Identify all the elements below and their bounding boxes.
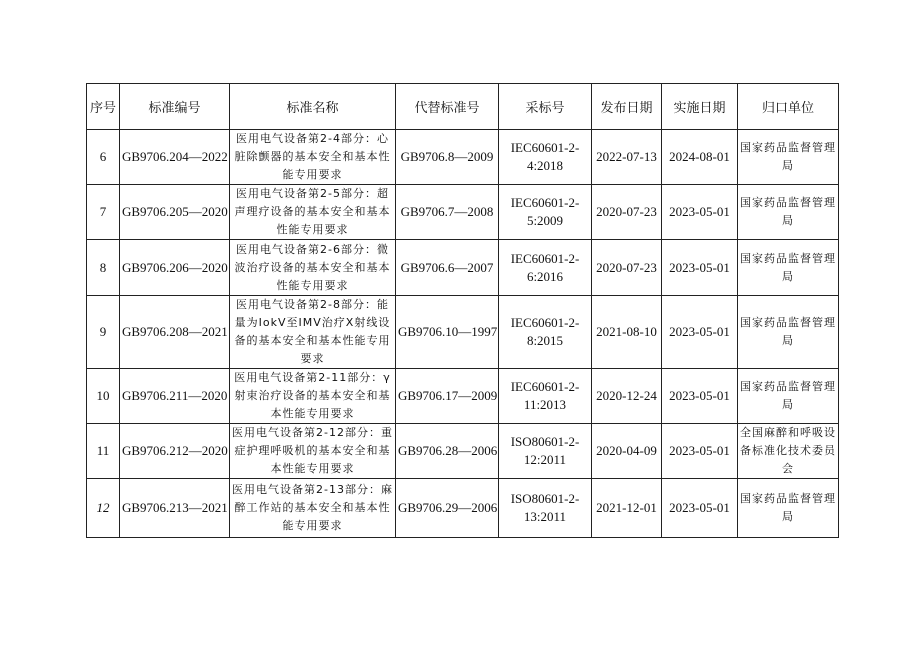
- cell-name: 医用电气设备第2-11部分：γ射束治疗设备的基本安全和基本性能专用要求: [230, 369, 396, 424]
- cell-published: 2022-07-13: [592, 130, 662, 185]
- header-code: 标准编号: [120, 84, 230, 130]
- org-text: 国家药品监督管理局: [740, 492, 836, 523]
- cell-effective: 2024-08-01: [662, 130, 738, 185]
- cell-effective: 2023-05-01: [662, 240, 738, 296]
- header-replaces: 代替标准号: [396, 84, 499, 130]
- cell-code: GB9706.206—2020: [120, 240, 230, 296]
- org-text: 国家药品监督管理局: [740, 251, 836, 283]
- cell-published: 2020-12-24: [592, 369, 662, 424]
- cell-org: [738, 185, 839, 240]
- cell-org: [738, 130, 839, 185]
- cell-seq: 8: [87, 240, 120, 296]
- table-row: [87, 479, 839, 538]
- org-text: 全国麻醉和呼吸设备标准化技术委员会: [740, 426, 836, 475]
- cell-seq: 12: [87, 479, 120, 538]
- cell-code: GB9706.208—2021: [120, 296, 230, 369]
- table-row: [87, 240, 839, 296]
- cell-published: 2020-07-23: [592, 185, 662, 240]
- header-row: [87, 84, 839, 130]
- cell-adopted: IEC60601-2-8:2015: [499, 296, 592, 369]
- cell-org: [738, 240, 839, 296]
- header-seq: 序号: [87, 84, 120, 130]
- cell-seq: 6: [87, 130, 120, 185]
- cell-effective: 2023-05-01: [662, 296, 738, 369]
- cell-org: [738, 479, 839, 538]
- header-adopted: 采标号: [499, 84, 592, 130]
- cell-adopted: ISO80601-2-13:2011: [499, 479, 592, 538]
- cell-adopted: IEC60601-2-4:2018: [499, 130, 592, 185]
- cell-org: [738, 296, 839, 369]
- header-name: 标准名称: [230, 84, 396, 130]
- cell-replaces: GB9706.6—2007: [396, 240, 499, 296]
- cell-code: GB9706.213—2021: [120, 479, 230, 538]
- cell-replaces: GB9706.29—2006: [396, 479, 499, 538]
- org-text: 国家药品监督管理局: [740, 316, 836, 347]
- cell-org: [738, 424, 839, 479]
- cell-adopted: IEC60601-2-5:2009: [499, 185, 592, 240]
- header-org: 归口单位: [738, 84, 839, 130]
- cell-org: [738, 369, 839, 424]
- cell-replaces: GB9706.8—2009: [396, 130, 499, 185]
- table-row: [87, 185, 839, 240]
- cell-replaces: GB9706.17—2009: [396, 369, 499, 424]
- cell-adopted: ISO80601-2-12:2011: [499, 424, 592, 479]
- cell-seq: 11: [87, 424, 120, 479]
- cell-published: 2020-07-23: [592, 240, 662, 296]
- cell-name: 医用电气设备第2-6部分：微波治疗设备的基本安全和基本性能专用要求: [230, 240, 396, 296]
- cell-replaces: GB9706.7—2008: [396, 185, 499, 240]
- cell-name: 医用电气设备第2-5部分：超声理疗设备的基本安全和基本性能专用要求: [230, 185, 396, 240]
- org-text: 国家药品监督管理局: [740, 380, 836, 411]
- cell-effective: 2023-05-01: [662, 369, 738, 424]
- cell-name: 医用电气设备第2-12部分：重症护理呼吸机的基本安全和基本性能专用要求: [230, 424, 396, 479]
- header-effective: 实施日期: [662, 84, 738, 130]
- cell-effective: 2023-05-01: [662, 424, 738, 479]
- cell-published: 2020-04-09: [592, 424, 662, 479]
- cell-effective: 2023-05-01: [662, 185, 738, 240]
- cell-name: 医用电气设备第2-13部分：麻醉工作站的基本安全和基本性能专用要求: [230, 479, 396, 538]
- standards-table: [86, 83, 839, 538]
- cell-code: GB9706.205—2020: [120, 185, 230, 240]
- org-text: 国家药品监督管理局: [740, 141, 836, 172]
- cell-code: GB9706.211—2020: [120, 369, 230, 424]
- cell-adopted: IEC60601-2-6:2016: [499, 240, 592, 296]
- cell-code: GB9706.204—2022: [120, 130, 230, 185]
- cell-replaces: GB9706.28—2006: [396, 424, 499, 479]
- header-published: 发布日期: [592, 84, 662, 130]
- cell-effective: 2023-05-01: [662, 479, 738, 538]
- cell-seq: 10: [87, 369, 120, 424]
- cell-seq: 7: [87, 185, 120, 240]
- cell-replaces: GB9706.10—1997: [396, 296, 499, 369]
- table-row: [87, 130, 839, 185]
- org-text: 国家药品监督管理局: [740, 196, 836, 227]
- table-row: [87, 296, 839, 369]
- table-row: [87, 369, 839, 424]
- cell-code: GB9706.212—2020: [120, 424, 230, 479]
- cell-published: 2021-12-01: [592, 479, 662, 538]
- cell-seq: 9: [87, 296, 120, 369]
- cell-adopted: IEC60601-2-11:2013: [499, 369, 592, 424]
- cell-name: 医用电气设备第2-4部分：心脏除颤器的基本安全和基本性能专用要求: [230, 130, 396, 185]
- table-row: [87, 424, 839, 479]
- cell-name: 医用电气设备第2-8部分：能量为IokV至IMV治疗X射线设备的基本安全和基本性能专用要求: [230, 296, 396, 369]
- cell-published: 2021-08-10: [592, 296, 662, 369]
